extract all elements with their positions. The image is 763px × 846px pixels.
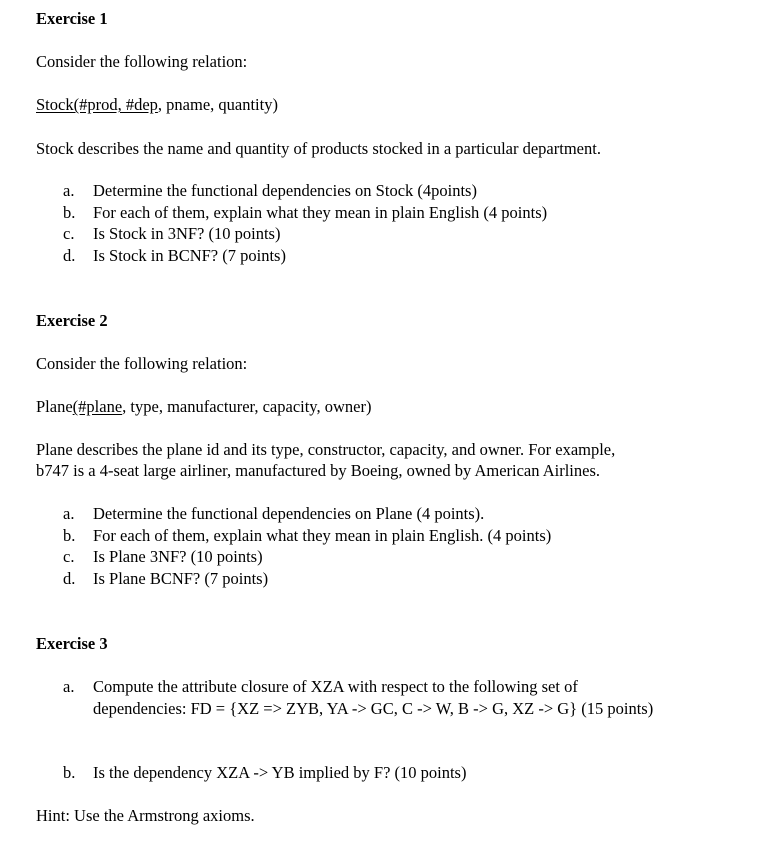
exercise-1-heading: Exercise 1 [36, 9, 108, 28]
relation-other-attributes: , pname, quantity) [157, 95, 278, 114]
question-item [36, 223, 547, 245]
relation-key-attributes: Stock(#prod, #dep [36, 95, 158, 114]
question-marker: c. [63, 224, 75, 243]
question-item [36, 762, 466, 784]
exercise-1-intro: Consider the following relation: [36, 52, 248, 71]
question-text: Is Plane BCNF? (7 points) [93, 568, 269, 588]
question-text: Determine the functional dependencies on Stock (4points) [93, 181, 477, 200]
question-text: Determine the functional dependencies on Plane (4 points). [93, 504, 485, 523]
question-text: Is the dependency XZA -> YB implied by F? (10 points) [93, 763, 467, 782]
exercise-3-question-a [36, 676, 663, 719]
question-marker: a. [63, 181, 75, 200]
question-text: For each of them, explain what they mean in plain English (4 points) [93, 202, 548, 222]
exercise-2-description-line-1: Plane describes the plane id and its type, constructor, capacity, and owner. For example, [36, 440, 616, 459]
question-marker: b. [63, 763, 76, 782]
question-marker: c. [63, 547, 75, 566]
question-item [36, 180, 547, 202]
question-text: For each of them, explain what they mean in plain English. (4 points) [93, 525, 552, 545]
exercise-2-relation [36, 396, 371, 418]
question-item [36, 525, 551, 547]
question-text: Is Stock in 3NF? (10 points) [93, 224, 281, 243]
exercise-2-heading: Exercise 2 [36, 311, 108, 330]
exercise-2-description-line-2: b747 is a 4-seat large airliner, manufactured by Boeing, owned by American Airlines. [36, 461, 600, 480]
relation-other-attributes: , type, manufacturer, capacity, owner) [122, 397, 372, 416]
question-marker: d. [63, 568, 76, 588]
question-item [36, 503, 551, 525]
exercise-1-description: Stock describes the name and quantity of products stocked in a particular department. [36, 139, 601, 158]
exercise-2-questions [36, 503, 551, 589]
question-text: Compute the attribute closure of XZA with respect to the following set of dependencies: FD = {XZ => ZYB, YA -> GC, C -> W, B -> G, XZ -> G} (15 points) [93, 677, 654, 718]
question-marker: d. [63, 245, 76, 265]
exercise-1-questions [36, 180, 547, 266]
question-item [36, 202, 547, 224]
question-item [36, 568, 551, 590]
exercise-3-question-b [36, 762, 466, 784]
relation-key-attributes: (#plane [72, 397, 123, 416]
exercise-2-intro: Consider the following relation: [36, 354, 248, 373]
question-item [36, 676, 663, 719]
exercise-1-relation [36, 94, 278, 116]
question-item [36, 245, 547, 267]
question-text: Is Plane 3NF? (10 points) [93, 547, 263, 566]
question-marker: b. [63, 525, 76, 545]
question-marker: b. [63, 202, 76, 222]
question-item [36, 546, 551, 568]
exercise-3-hint: Hint: Use the Armstrong axioms. [36, 806, 255, 825]
exercise-3-heading: Exercise 3 [36, 634, 108, 653]
question-marker: a. [63, 677, 75, 696]
question-text: Is Stock in BCNF? (7 points) [93, 245, 286, 265]
relation-name: Plane [36, 397, 73, 416]
question-marker: a. [63, 504, 75, 523]
